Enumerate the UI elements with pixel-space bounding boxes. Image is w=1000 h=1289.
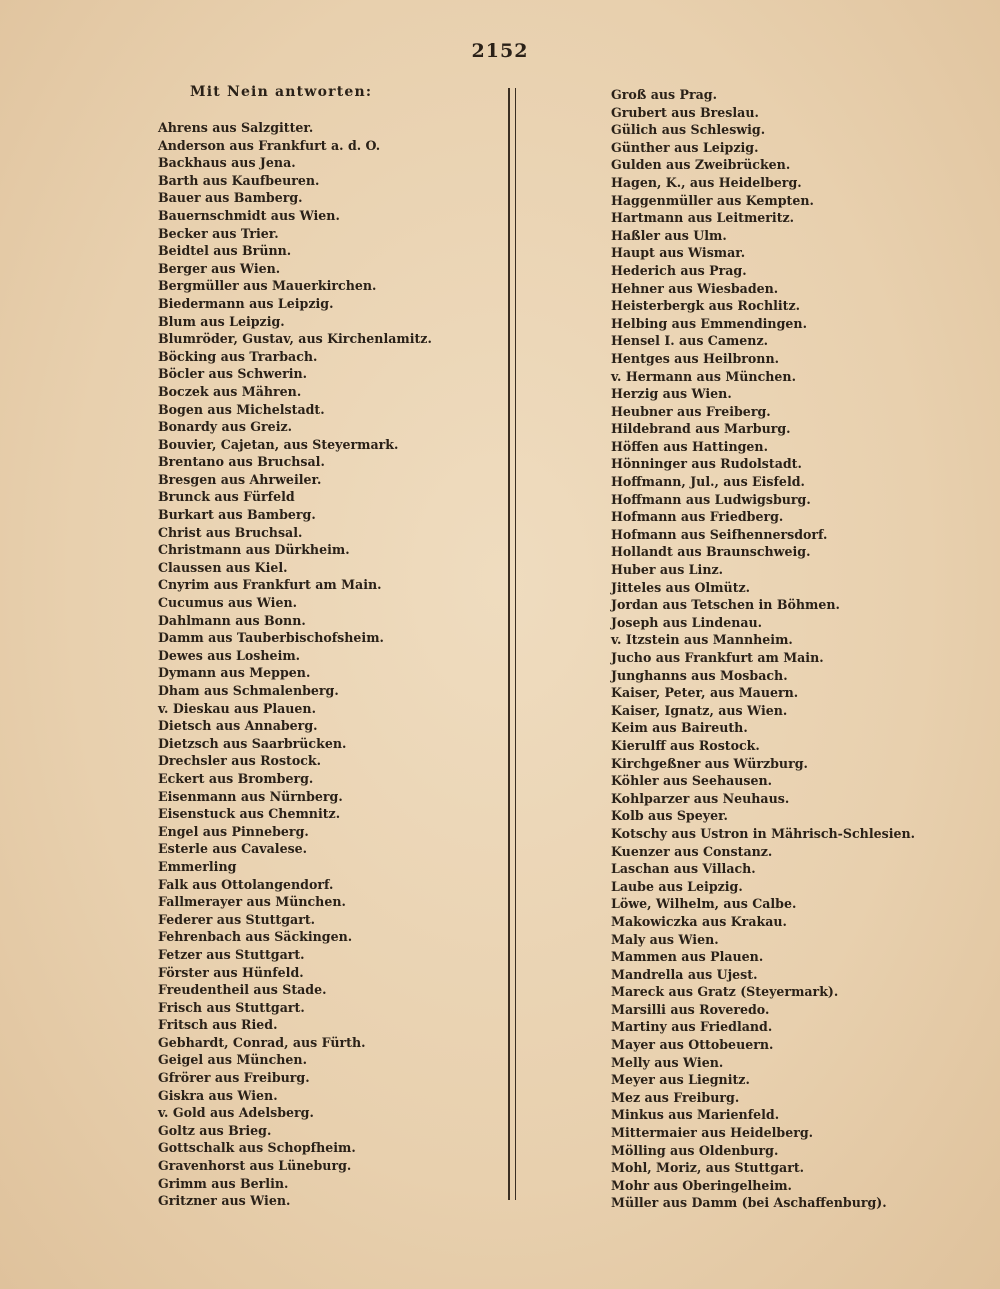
- list-item: Dewes aus Losheim.: [158, 647, 301, 663]
- list-item: Dietsch aus Annaberg.: [158, 718, 318, 734]
- list-item: Bonardy aus Greiz.: [158, 419, 293, 435]
- list-item: Hoffmann aus Ludwigsburg.: [611, 491, 811, 507]
- list-item: Hensel I. aus Camenz.: [611, 333, 769, 349]
- list-item: Claussen aus Kiel.: [158, 559, 288, 575]
- list-item: Kaiser, Peter, aus Mauern.: [611, 685, 799, 701]
- list-item: Fritsch aus Ried.: [158, 1017, 278, 1033]
- list-item: Hildebrand aus Marburg.: [611, 421, 791, 437]
- list-item: Mammen aus Plauen.: [611, 949, 764, 965]
- list-item: Mohl, Moriz, aus Stuttgart.: [611, 1160, 805, 1176]
- list-item: Hofmann aus Friedberg.: [611, 509, 784, 525]
- list-item: Haupt aus Wismar.: [611, 245, 746, 261]
- list-item: Müller aus Damm (bei Aschaffenburg).: [611, 1195, 887, 1211]
- list-item: Bogen aus Michelstadt.: [158, 401, 325, 417]
- list-item: Haßler aus Ulm.: [611, 227, 727, 243]
- list-item: Boczek aus Mähren.: [158, 383, 302, 399]
- list-item: Böcler aus Schwerin.: [158, 366, 308, 382]
- list-item: Haggenmüller aus Kempten.: [611, 192, 814, 208]
- list-item: Dahlmann aus Bonn.: [158, 612, 306, 628]
- list-item: Mareck aus Gratz (Steyermark).: [611, 984, 839, 1000]
- list-item: Grimm aus Berlin.: [158, 1175, 289, 1191]
- list-item: Mez aus Freiburg.: [611, 1089, 740, 1105]
- list-item: Christmann aus Dürkheim.: [158, 542, 350, 558]
- list-item: Groß aus Prag.: [611, 87, 717, 102]
- list-item: Kaiser, Ignatz, aus Wien.: [611, 702, 788, 718]
- list-item: Kotschy aus Ustron in Mährisch-Schlesien.: [611, 825, 916, 841]
- list-item: Becker aus Trier.: [158, 225, 279, 241]
- list-item: Blum aus Leipzig.: [158, 313, 285, 329]
- list-item: Emmerling: [158, 858, 237, 874]
- list-item: Hoffmann, Jul., aus Eisfeld.: [611, 474, 805, 490]
- list-item: Heisterbergk aus Rochlitz.: [611, 298, 801, 314]
- section-heading: Mit Nein antworten:: [190, 84, 373, 100]
- list-item: Backhaus aus Jena.: [158, 155, 296, 171]
- list-item: Mandrella aus Ujest.: [611, 966, 758, 982]
- list-item: Bergmüller aus Mauerkirchen.: [158, 278, 377, 294]
- list-item: Mayer aus Ottobeuern.: [611, 1037, 774, 1053]
- list-item: Dymann aus Meppen.: [158, 665, 311, 681]
- list-item: Joseph aus Lindenau.: [611, 614, 763, 630]
- list-item: Hollandt aus Braunschweig.: [611, 544, 811, 560]
- list-item: Brentano aus Bruchsal.: [158, 454, 325, 470]
- list-item: Grubert aus Breslau.: [611, 104, 759, 120]
- list-item: Bresgen aus Ahrweiler.: [158, 471, 322, 487]
- list-item: Drechsler aus Rostock.: [158, 753, 322, 769]
- list-item: Makowiczka aus Krakau.: [611, 913, 787, 929]
- list-item: Gravenhorst aus Lüneburg.: [158, 1158, 352, 1174]
- list-item: Kierulff aus Rostock.: [611, 737, 760, 753]
- list-item: Mölling aus Oldenburg.: [611, 1142, 779, 1158]
- list-item: v. Itzstein aus Mannheim.: [611, 632, 793, 648]
- list-item: Jitteles aus Olmütz.: [611, 579, 751, 595]
- list-item: Dietzsch aus Saarbrücken.: [158, 735, 347, 751]
- list-item: Herzig aus Wien.: [611, 386, 732, 402]
- list-item: Böcking aus Trarbach.: [158, 348, 318, 364]
- list-item: Fallmerayer aus München.: [158, 894, 346, 910]
- list-item: Marsilli aus Roveredo.: [611, 1001, 770, 1017]
- list-item: Kuenzer aus Constanz.: [611, 843, 773, 859]
- list-item: Hentges aus Heilbronn.: [611, 350, 779, 366]
- list-item: Jordan aus Tetschen in Böhmen.: [611, 597, 840, 613]
- list-item: Cucumus aus Wien.: [158, 595, 298, 611]
- list-item: Blumröder, Gustav, aus Kirchenlamitz.: [158, 331, 432, 347]
- list-item: Beidtel aus Brünn.: [158, 243, 292, 259]
- list-item: Frisch aus Stuttgart.: [158, 999, 305, 1015]
- list-item: Eckert aus Bromberg.: [158, 770, 314, 786]
- list-item: Höffen aus Hattingen.: [611, 438, 768, 454]
- list-item: Laschan aus Villach.: [611, 861, 756, 877]
- list-item: Federer aus Stuttgart.: [158, 911, 316, 927]
- list-item: Gulden aus Zweibrücken.: [611, 157, 791, 173]
- list-item: Löwe, Wilhelm, aus Calbe.: [611, 896, 797, 912]
- list-item: Junghanns aus Mosbach.: [611, 667, 788, 683]
- list-item: Gottschalk aus Schopfheim.: [158, 1140, 356, 1156]
- list-item: Christ aus Bruchsal.: [158, 524, 303, 540]
- list-item: Huber aus Linz.: [611, 562, 724, 578]
- list-item: Bouvier, Cajetan, aus Steyermark.: [158, 436, 399, 452]
- list-item: Engel aus Pinneberg.: [158, 823, 309, 839]
- list-item: Hagen, K., aus Heidelberg.: [611, 174, 802, 190]
- list-item: Gritzner aus Wien.: [158, 1193, 291, 1209]
- list-item: Biedermann aus Leipzig.: [158, 295, 334, 311]
- list-item: Hönninger aus Rudolstadt.: [611, 456, 802, 472]
- list-item: Meyer aus Liegnitz.: [611, 1072, 750, 1088]
- list-item: Keim aus Baireuth.: [611, 720, 748, 736]
- list-item: Kolb aus Speyer.: [611, 808, 728, 824]
- list-item: Bauernschmidt aus Wien.: [158, 207, 340, 223]
- list-item: Geigel aus München.: [158, 1052, 307, 1068]
- list-item: Brunck aus Fürfeld: [158, 489, 295, 505]
- list-item: Minkus aus Marienfeld.: [611, 1107, 780, 1123]
- list-item: Jucho aus Frankfurt am Main.: [611, 650, 824, 665]
- list-item: Dham aus Schmalenberg.: [158, 683, 339, 698]
- list-item: Ahrens aus Salzgitter.: [158, 120, 314, 135]
- list-item: Gebhardt, Conrad, aus Fürth.: [158, 1034, 366, 1050]
- list-item: Barth aus Kaufbeuren.: [158, 172, 320, 188]
- left-name-list: [158, 119, 503, 1210]
- right-column: [611, 86, 981, 1212]
- list-item: Falk aus Ottolangendorf.: [158, 876, 334, 892]
- list-item: Hederich aus Prag.: [611, 262, 747, 278]
- list-item: v. Dieskau aus Plauen.: [158, 700, 316, 716]
- column-divider: [508, 88, 516, 1200]
- list-item: Helbing aus Emmendingen.: [611, 315, 807, 331]
- list-item: Esterle aus Cavalese.: [158, 841, 308, 857]
- list-item: Förster aus Hünfeld.: [158, 964, 304, 980]
- list-item: Fetzer aus Stuttgart.: [158, 946, 305, 962]
- list-item: v. Hermann aus München.: [611, 368, 796, 384]
- list-item: Anderson aus Frankfurt a. d. O.: [158, 137, 381, 153]
- page-number: 2152: [471, 40, 529, 62]
- list-item: Burkart aus Bamberg.: [158, 507, 316, 523]
- list-item: Hehner aus Wiesbaden.: [611, 280, 779, 296]
- left-column: [158, 84, 503, 1210]
- list-item: Eisenstuck aus Chemnitz.: [158, 806, 341, 822]
- list-item: Laube aus Leipzig.: [611, 878, 743, 894]
- list-item: Giskra aus Wien.: [158, 1087, 278, 1103]
- list-item: Cnyrim aus Frankfurt am Main.: [158, 577, 382, 593]
- list-item: Gülich aus Schleswig.: [611, 122, 766, 138]
- list-item: Hartmann aus Leitmeritz.: [611, 210, 795, 226]
- list-item: Günther aus Leipzig.: [611, 139, 759, 155]
- list-item: Berger aus Wien.: [158, 260, 281, 276]
- list-item: Martiny aus Friedland.: [611, 1019, 773, 1035]
- list-item: Köhler aus Seehausen.: [611, 773, 773, 789]
- list-item: Fehrenbach aus Säckingen.: [158, 929, 353, 945]
- list-item: Kirchgeßner aus Würzburg.: [611, 755, 808, 771]
- list-item: Gfrörer aus Freiburg.: [158, 1070, 310, 1086]
- list-item: Eisenmann aus Nürnberg.: [158, 788, 343, 804]
- list-item: Bauer aus Bamberg.: [158, 190, 303, 206]
- list-item: Freudentheil aus Stade.: [158, 982, 327, 998]
- right-name-list: [611, 86, 981, 1212]
- list-item: Mohr aus Oberingelheim.: [611, 1177, 792, 1193]
- list-item: Damm aus Tauberbischofsheim.: [158, 630, 384, 646]
- list-item: v. Gold aus Adelsberg.: [158, 1105, 314, 1121]
- list-item: Goltz aus Brieg.: [158, 1122, 272, 1138]
- list-item: Heubner aus Freiberg.: [611, 403, 771, 419]
- list-item: Kohlparzer aus Neuhaus.: [611, 790, 790, 806]
- list-item: Mittermaier aus Heidelberg.: [611, 1125, 814, 1141]
- list-item: Hofmann aus Seifhennersdorf.: [611, 526, 828, 542]
- list-item: Maly aus Wien.: [611, 931, 719, 947]
- list-item: Melly aus Wien.: [611, 1054, 724, 1070]
